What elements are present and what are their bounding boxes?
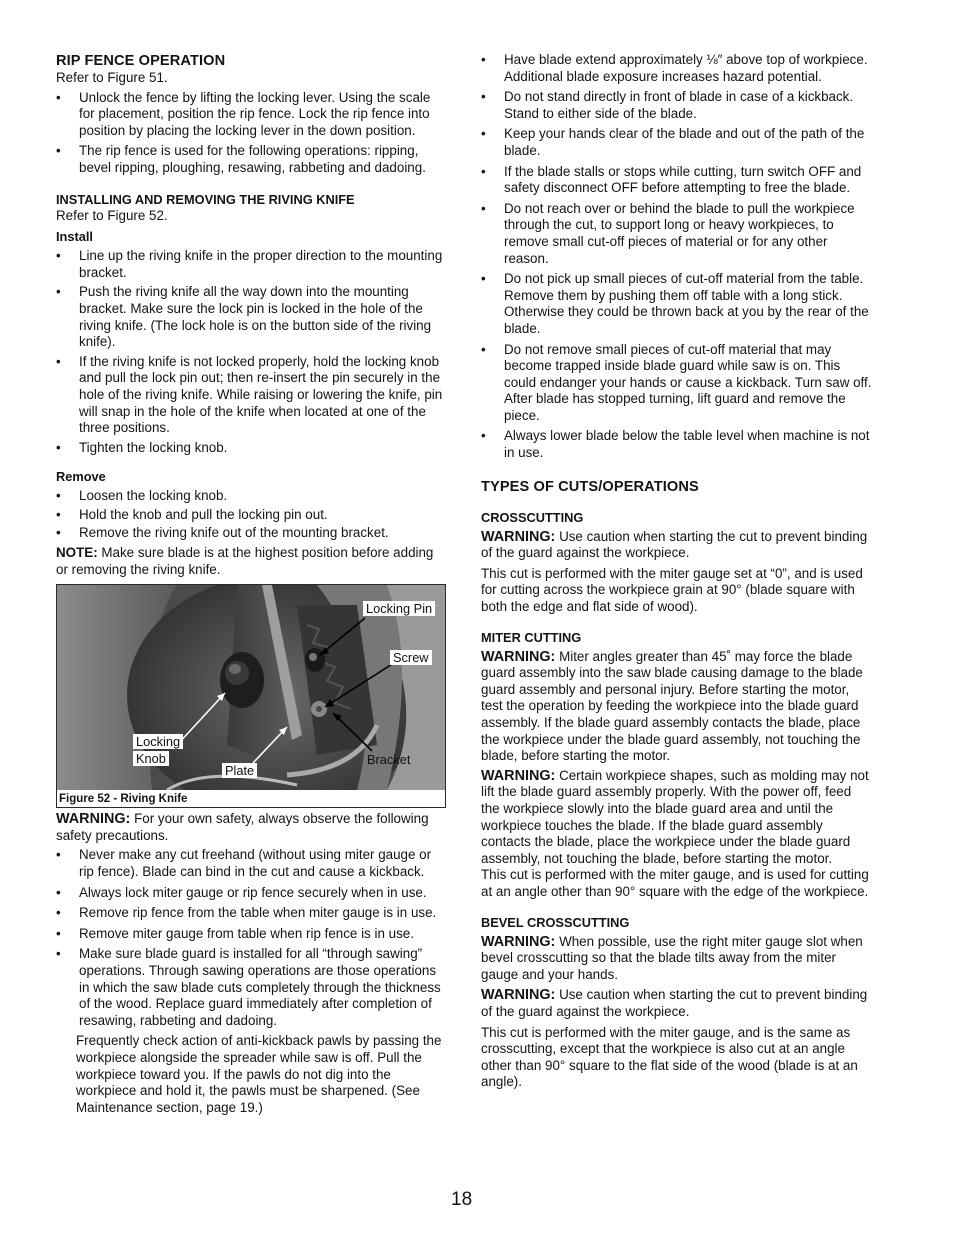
figure-riving-knife (56, 584, 446, 808)
label-bracket: Bracket (367, 752, 411, 768)
list-item: • Remove the riving knife out of the mounting bracket. (56, 525, 389, 541)
list-item: • Loosen the locking knob. (56, 488, 228, 504)
label-screw: Screw (390, 650, 432, 665)
bevel-crosscutting-heading: BEVEL CROSSCUTTING (481, 914, 630, 930)
bevel-warning-1: WARNING: When possible, use the right miter gauge slot when bevel crosscutting so that the blade tilts away from the miter gauge and your hands. (481, 933, 863, 982)
list-item: • Hold the knob and pull the locking pin out. (56, 506, 328, 522)
miter-text: This cut is performed with the miter gauge, and is used for cutting at an angle other than 90° square with the edge of the workpiece. (481, 867, 869, 899)
remove-heading: Remove (56, 469, 106, 485)
safety-list (56, 847, 446, 1029)
install-heading: Install (56, 229, 93, 245)
safety-warning: WARNING: For your own safety, always observe the following safety precautions. (56, 811, 429, 843)
list-item: • Do not remove small pieces of cut-off material that may become trapped inside blade guard while saw is on. This could endanger your hands or cause a kickback. Turn saw off. After blade has stopped turning, lift guard and remove the piece. (481, 341, 872, 423)
list-item: • Always lock miter gauge or rip fence securely when in use. (56, 884, 427, 900)
list-item: • Never make any cut freehand (without using miter gauge or rip fence). Blade can bind in the cut and cause a kickback. (56, 847, 432, 880)
note-paragraph: NOTE: Make sure blade is at the highest position before adding or removing the riving knife. (56, 545, 434, 577)
install-list (56, 248, 446, 456)
types-of-cuts-heading: TYPES OF CUTS/OPERATIONS (481, 478, 699, 495)
list-item: • If the riving knife is not locked properly, hold the locking knob and pull the lock pin out; then re-insert the pin securely in the hole of the riving knife. While raising or lowering the knife, pin will snap in the hole of the knife when located at one of the three positions. (56, 353, 443, 436)
list-item: • Keep your hands clear of the blade and out of the path of the blade. (481, 126, 865, 158)
rip-fence-list (56, 90, 446, 177)
list-item: • Do not reach over or behind the blade to pull the workpiece through the cut, to support long or heavy workpieces, to remove small cut-off pieces of material or for any other reason. (481, 200, 855, 266)
list-item: • Have blade extend approximately ⅛″ above top of workpiece. Additional blade exposure increases hazard potential. (481, 52, 868, 84)
blade-safety-list (481, 52, 873, 462)
crosscutting-warning: WARNING: Use caution when starting the cut to prevent binding of the guard against the workpiece. (481, 528, 868, 561)
miter-warning-2: WARNING: Certain workpiece shapes, such as molding may not lift the blade guard assembly properly. With the power off, feed the workpiece slowly into the blade guard area and until the workpiece touches the blade. If the blade guard assembly contacts the blade, place the workpiece under the blade guard assembly, not touching the blade, before starting the motor. (481, 767, 869, 866)
page-number: 18 (451, 1189, 473, 1210)
list-item: • Always lower blade below the table level when machine is not in use. (481, 428, 870, 461)
figure-caption: Figure 52 - Riving Knife (59, 793, 188, 806)
riving-knife-ref: Refer to Figure 52. (56, 207, 168, 223)
list-item: • Line up the riving knife in the proper direction to the mounting bracket. (56, 248, 443, 280)
crosscutting-text: This cut is performed with the miter gauge set at “0”, and is used for cutting across the workpiece grain at 90° (blade square with both the edge and flat side of wood). (481, 565, 863, 615)
rip-fence-ref: Refer to Figure 51. (56, 70, 168, 85)
list-item: • Push the riving knife all the way down into the mounting bracket. Make sure the lock pin is locked in the hole of the riving knife. (The lock hole is on the button side of the riving knife). (56, 284, 432, 350)
bevel-text: This cut is performed with the miter gauge, and is the same as crosscutting, except that the workpiece is also cut at an angle other than 90° square to the flat side of the wood (blade is at an angle). (481, 1024, 858, 1090)
list-item: • Tighten the locking knob. (56, 439, 228, 455)
kickback-paragraph: Frequently check action of anti-kickback pawls by passing the workpiece alongside the spreader while saw is off. Pull the workpiece toward you. If the pawls do not dig into the workpiece and hold it, the pawls must be sharpened. (See Maintenance section, page 19.) (76, 1033, 442, 1115)
rip-fence-heading: RIP FENCE OPERATION (56, 53, 226, 69)
remove-list (56, 488, 446, 542)
label-locking-pin: Locking Pin (363, 601, 435, 616)
bevel-warning-2: WARNING: Use caution when starting the cut to prevent binding of the guard against the workpiece. (481, 987, 868, 1019)
miter-warning-1: WARNING: Miter angles greater than 45˚ may force the blade guard assembly into the saw blade causing damage to the blade guard assembly and personal injury. Before starting the motor, test the operation by feeding the workpiece into the blade guard assembly. If the blade guard assembly contacts the blade, place the workpiece under the blade guard assembly, not touching the blade, before starting the motor. (481, 648, 863, 764)
list-item: • If the blade stalls or stops while cutting, turn switch OFF and safety disconnect OFF before attempting to free the blade. (481, 163, 862, 196)
label-plate: Plate (222, 763, 257, 778)
list-item: • Do not stand directly in front of blade in case of a kickback. Stand to either side of the blade. (481, 89, 854, 121)
crosscutting-heading: CROSSCUTTING (481, 509, 584, 525)
right-column (481, 52, 873, 1091)
list-item: • Remove rip fence from the table when miter gauge is in use. (56, 905, 437, 921)
list-item: • Unlock the fence by lifting the locking lever. Using the scale for placement, position the rip fence. Lock the rip fence into position by placing the locking lever in the down position. (56, 89, 431, 138)
list-item: • Make sure blade guard is installed for all “through sawing” operations. Through sawing operations are those operations in which the saw blade cuts completely through the thickness of the wood. Replace guard immediately after completion of resawing, rabbeting and dadoing. (56, 946, 441, 1028)
riving-knife-heading: INSTALLING AND REMOVING THE RIVING KNIFE (56, 191, 355, 207)
label-locking-knob-1: Locking (133, 734, 183, 749)
list-item: • The rip fence is used for the following operations: ripping, bevel ripping, ploughing, resawing, rabbeting and dadoing. (56, 143, 426, 175)
label-locking-knob-2: Knob (133, 751, 169, 766)
left-column (56, 52, 446, 1116)
miter-cutting-heading: MITER CUTTING (481, 629, 582, 645)
list-item: • Do not pick up small pieces of cut-off material from the table. Remove them by pushing them off table with a long stick. Otherwise they could be thrown back at you by the rear of the blade. (481, 271, 869, 336)
list-item: • Remove miter gauge from table when rip fence is in use. (56, 925, 414, 941)
